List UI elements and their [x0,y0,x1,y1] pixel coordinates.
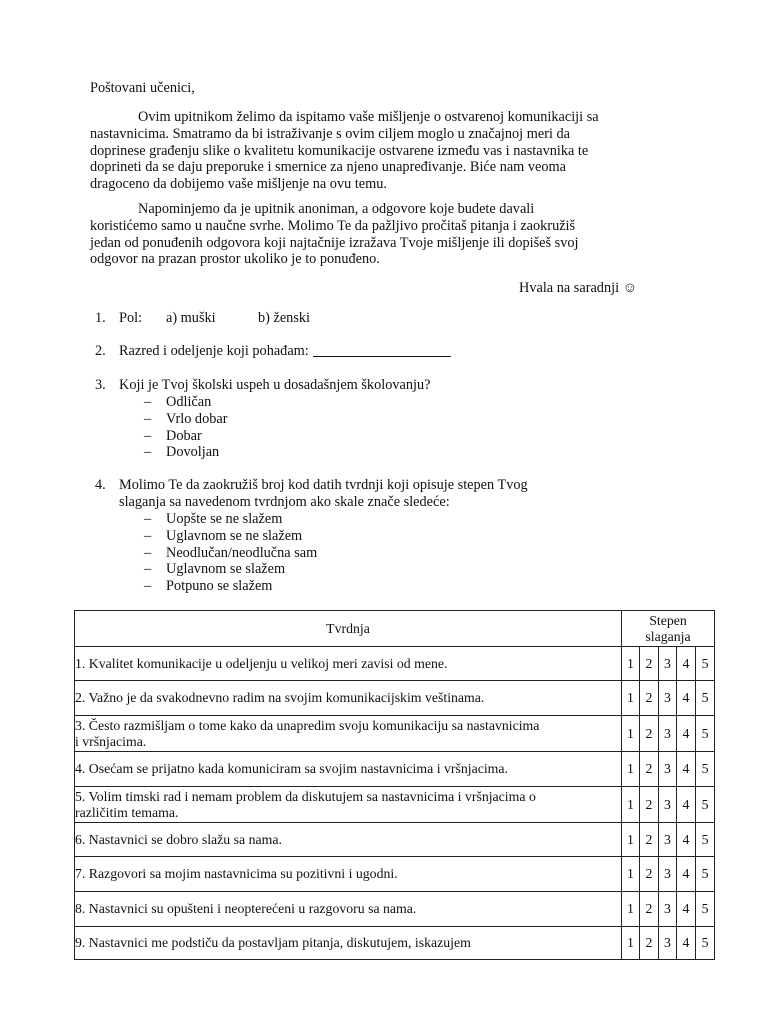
intro-paragraph-2 [90,201,650,268]
scale-option-3[interactable]: 3 [659,681,677,716]
scale-option-5[interactable]: 5 [696,681,715,716]
scale-option-1[interactable]: 1 [622,716,640,752]
scale-option-1[interactable]: 1 [622,927,640,960]
scale-option-4[interactable]: 4 [677,752,696,787]
table-row [75,716,715,752]
scale-option-1[interactable]: 1 [622,752,640,787]
scale-option-2[interactable]: 2 [640,892,659,927]
q2-answer-blank[interactable] [313,343,451,357]
thanks-note: Hvala na saradnji ☺ [519,280,638,296]
scale-option-1[interactable]: 1 [622,823,640,857]
table-row [75,752,715,787]
scale-option-4[interactable]: 4 [677,857,696,892]
q3-option[interactable]: – Vrlo dobar [144,411,228,427]
scale-option-3[interactable]: 3 [659,927,677,960]
intro-line: doprineti da se daju preporuke i smernice za njeno unapređivanje. Biće nam veoma [90,159,566,176]
statement-text: 8. Nastavnici su opušteni i neopterećeni u razgovoru sa nama. [75,901,417,917]
scale-option-4[interactable]: 4 [677,647,696,681]
statement-text: 5. Volim timski rad i nemam problem da diskutujem sa nastavnicima i vršnjacima o [75,789,536,804]
scale-option-1[interactable]: 1 [622,857,640,892]
statement-text: 1. Kvalitet komunikacije u odeljenju u velikoj meri zavisi od mene. [75,655,448,671]
intro-line: odgovor na prazan prostor ukoliko je to ponuđeno. [90,251,380,268]
intro-line: doprinese građenju slike o kvalitetu komunikacije ostvarene između vas i nastavnika te [90,142,589,159]
statement-cell [75,752,622,787]
scale-option-5[interactable]: 5 [696,787,715,823]
q4-label-line: slaganja sa navedenom tvrdnjom ako skale znače sledeće: [119,494,450,510]
scale-option-5[interactable]: 5 [696,647,715,681]
question-number: 2. [95,343,106,359]
q2-label: Razred i odeljenje koji pohađam: [119,343,309,359]
statement-cell [75,681,622,716]
statement-text: 4. Osećam se prijatno kada komuniciram sa svojim nastavnicima i vršnjacima. [75,761,508,777]
q3-option[interactable]: – Dobar [144,428,202,444]
q3-option[interactable]: – Odličan [144,394,212,410]
scale-option-5[interactable]: 5 [696,927,715,960]
intro-line: Ovim upitnikom želimo da ispitamo vaše mišljenje o ostvarenoj komunikaciji sa [138,109,599,125]
scale-option-4[interactable]: 4 [677,892,696,927]
table-row [75,857,715,892]
scale-option-2[interactable]: 2 [640,681,659,716]
statement-text: 3. Često razmišljam o tome kako da unapredim svoju komunikaciju sa nastavnicima [75,718,540,733]
q2-question [119,343,451,360]
scale-option-1[interactable]: 1 [622,787,640,823]
intro-line: jedan od ponuđenih odgovora koji najtačnije izražava Tvoje mišljenje ili dopišeš svoj [90,234,579,251]
q3-label: Koji je Tvoj školski uspeh u dosadašnjem školovanju? [119,377,431,393]
statements-table [74,610,715,960]
scale-option-3[interactable]: 3 [659,892,677,927]
scale-option-2[interactable]: 2 [640,823,659,857]
scale-option-3[interactable]: 3 [659,752,677,787]
statement-column-header: Tvrdnja [75,611,622,647]
statement-cell [75,823,622,857]
scale-option-2[interactable]: 2 [640,716,659,752]
scale-option-3[interactable]: 3 [659,787,677,823]
scale-option-3[interactable]: 3 [659,647,677,681]
intro-line: koristićemo samo u naučne svrhe. Molimo Te da pažljivo pročitaš pitanja i zaokružiš [90,217,576,234]
q4-scale-option: – Potpuno se slažem [144,578,273,594]
q4-scale-option: – Uglavnom se ne slažem [144,528,303,544]
table-header-row [75,611,715,647]
statement-text: 2. Važno je da svakodnevno radim na svojim komunikacijskim veštinama. [75,690,485,706]
table-row [75,892,715,927]
statement-text: 9. Nastavnici me podstiču da postavljam pitanja, diskutujem, iskazujem [75,935,471,951]
q4-scale-option: – Neodlučan/neodlučna sam [144,545,318,561]
question-number: 1. [95,310,106,326]
scale-option-5[interactable]: 5 [696,857,715,892]
scale-option-5[interactable]: 5 [696,716,715,752]
scale-option-4[interactable]: 4 [677,927,696,960]
question-number: 3. [95,377,106,393]
intro-line: nastavnicima. Smatramo da bi istraživanje s ovim ciljem moglo u značajnoj meri da [90,125,570,142]
scale-option-1[interactable]: 1 [622,681,640,716]
statement-text: različitim temama. [75,804,179,820]
scale-option-1[interactable]: 1 [622,892,640,927]
scale-option-5[interactable]: 5 [696,752,715,787]
table-row [75,787,715,823]
question-number: 4. [95,477,106,493]
statement-cell [75,787,622,823]
table-row [75,823,715,857]
table-row [75,681,715,716]
scale-option-4[interactable]: 4 [677,787,696,823]
scale-option-4[interactable]: 4 [677,716,696,752]
scale-option-2[interactable]: 2 [640,927,659,960]
scale-option-3[interactable]: 3 [659,716,677,752]
scale-column-header: Stepen slaganja [622,611,715,647]
q4-label-line: Molimo Te da zaokružiš broj kod datih tvrdnji koji opisuje stepen Tvog [119,477,528,493]
scale-option-2[interactable]: 2 [640,857,659,892]
scale-option-5[interactable]: 5 [696,892,715,927]
scale-option-3[interactable]: 3 [659,823,677,857]
scale-option-3[interactable]: 3 [659,857,677,892]
statement-cell [75,647,622,681]
q4-scale-option: – Uglavnom se slažem [144,561,286,577]
scale-option-2[interactable]: 2 [640,787,659,823]
scale-option-1[interactable]: 1 [622,647,640,681]
statement-cell [75,892,622,927]
q1-label: Pol: [119,310,143,326]
statement-text: i vršnjacima. [75,733,147,749]
q1-option-a[interactable]: a) muški [166,310,216,326]
intro-line: dragoceno da dobijemo vaše mišljenje na ovu temu. [90,176,387,193]
greeting: Poštovani učenici, [90,80,195,96]
scale-option-4[interactable]: 4 [677,681,696,716]
table-row [75,927,715,960]
statement-cell [75,927,622,960]
scale-option-4[interactable]: 4 [677,823,696,857]
q1-option-b[interactable]: b) ženski [258,310,311,326]
q3-option[interactable]: – Dovoljan [144,444,220,460]
scale-option-5[interactable]: 5 [696,823,715,857]
q4-scale-option: – Uopšte se ne slažem [144,511,283,527]
statement-cell [75,716,622,752]
intro-paragraph-1 [90,109,650,193]
statement-cell [75,857,622,892]
scale-option-2[interactable]: 2 [640,647,659,681]
scale-option-2[interactable]: 2 [640,752,659,787]
statement-text: 7. Razgovori sa mojim nastavnicima su pozitivni i ugodni. [75,866,398,882]
table-row [75,647,715,681]
intro-line: Napominjemo da je upitnik anoniman, a odgovore koje budete davali [138,201,535,217]
statement-text: 6. Nastavnici se dobro slažu sa nama. [75,831,282,847]
